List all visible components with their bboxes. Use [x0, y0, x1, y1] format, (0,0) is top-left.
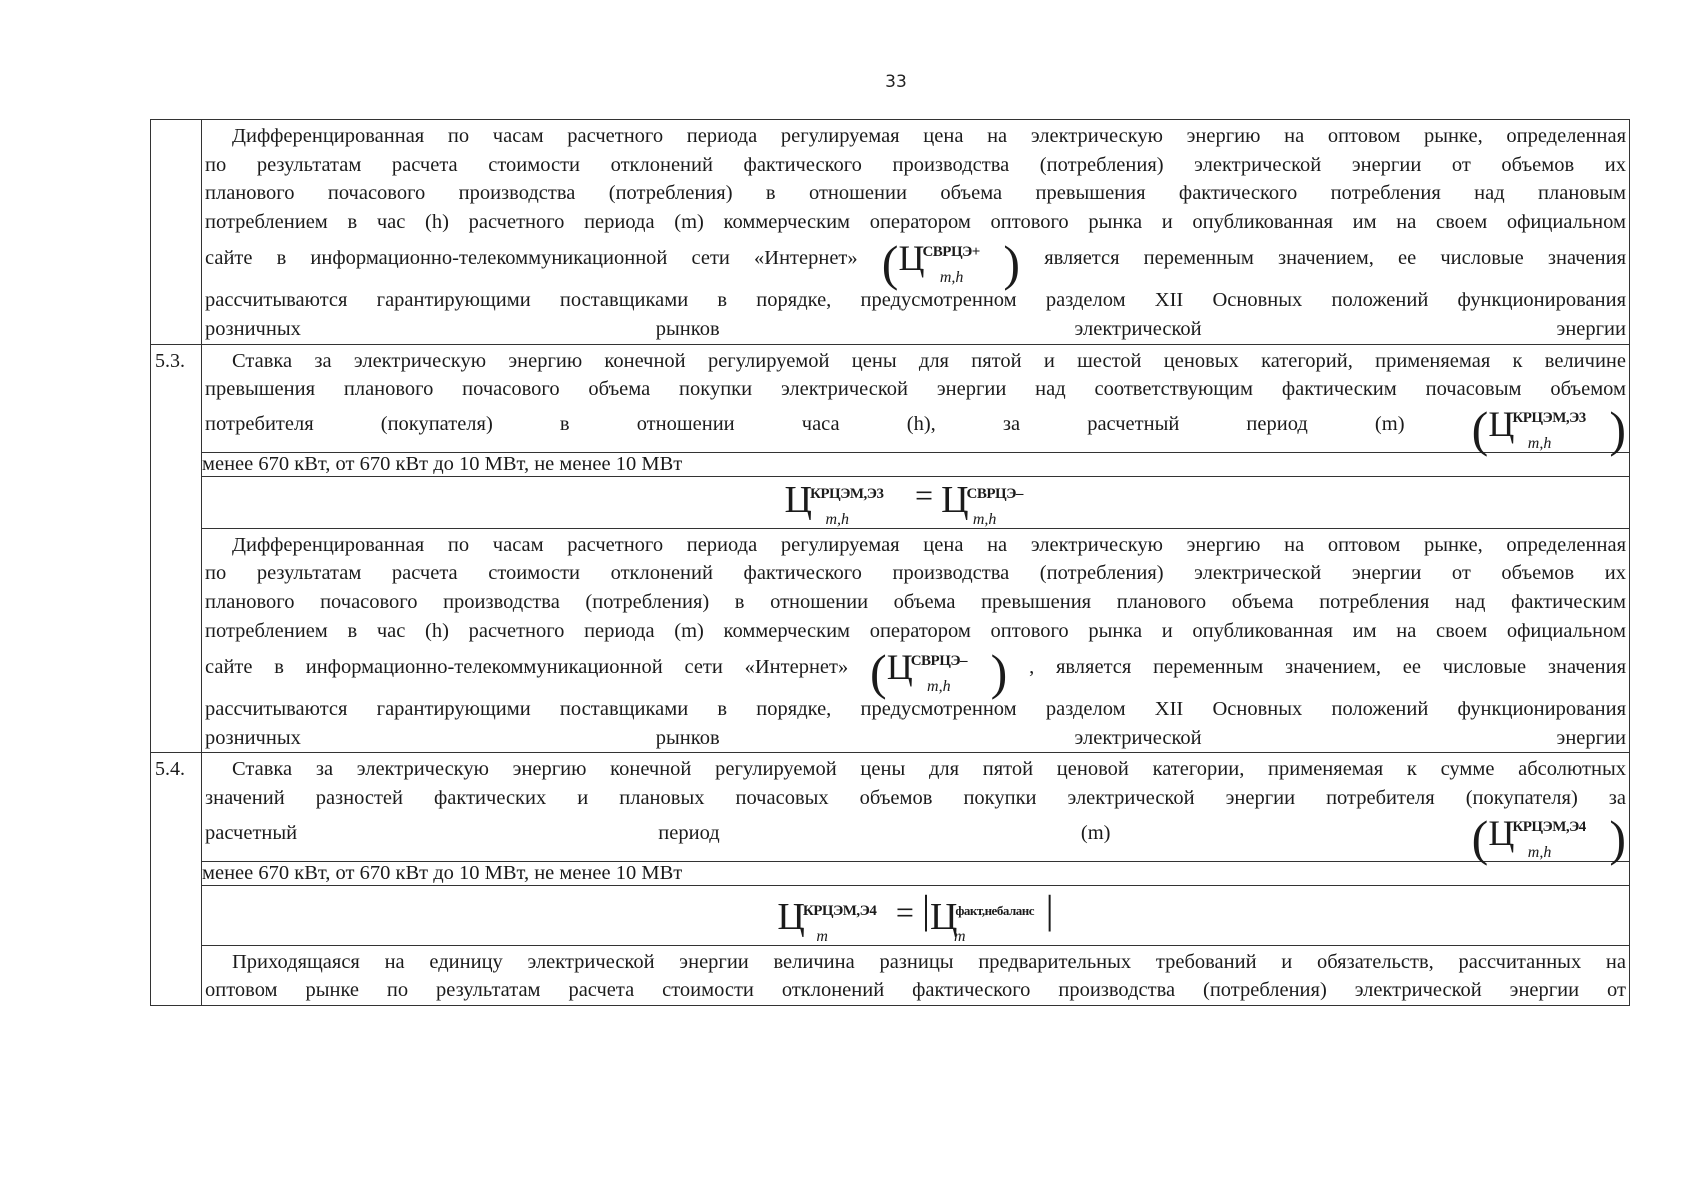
formula-subscript: m,h — [1527, 434, 1552, 452]
description-cell — [202, 945, 1630, 1005]
abs-bar-right: | — [1045, 886, 1054, 932]
equation-left — [777, 897, 887, 945]
text-line: рассчитываются гарантирующими поставщиками в порядке, предусмотренном разделом XII Основных положений функционирования — [205, 698, 1626, 721]
price-symbol: Ц — [1488, 403, 1513, 444]
price-symbol: Ц — [1488, 812, 1513, 853]
equation-cell — [202, 885, 1630, 945]
formula-text-line — [205, 235, 1627, 292]
text-line: Ставка за электрическую энергию конечной регулируемой цены для пятой ценовой категории, применяемая к сумме абсолютных — [232, 758, 1626, 781]
abs-bar-left: | — [921, 886, 930, 932]
text-fragment: потребителя (покупателя) в отношении часа (h), за расчетный период (m) — [205, 412, 1405, 435]
text-line: Дифференцированная по часам расчетного периода регулируемая цена на электрическую энергию на оптовом рынке, определенная — [232, 533, 1626, 556]
row-number-cell — [151, 120, 202, 345]
text-fragment: , является переменным значением, ее числовые значения — [1029, 656, 1627, 679]
price-formula: ($Ц^{СВРЦЭ+}_{m,h}$ ) — [881, 235, 1021, 292]
equation-left — [785, 480, 907, 528]
price-symbol: Ц — [886, 647, 911, 688]
text-line: потреблением в час (h) расчетного периода (m) коммерческим оператором оптового рынка и опубликованная им на своем официальном — [205, 210, 1626, 233]
formula-text-line — [205, 400, 1627, 457]
text-line: планового почасового производства (потребления) в отношении объема превышения планового объема потребления над фактическим — [205, 590, 1626, 613]
formula-subscript: m,h — [825, 510, 850, 528]
equation-cell — [202, 476, 1630, 528]
row-number-cell: 5.3. — [151, 344, 202, 753]
text-line: оптовом рынке по результатам расчета стоимости отклонений фактического производства (потребления) электрической энергии от — [205, 979, 1626, 1002]
page-number: 33 — [885, 72, 907, 92]
row-number-cell: 5.4. — [151, 753, 202, 1005]
text-fragment: расчетный период (m) — [205, 821, 1111, 844]
capacity-cell: менее 670 кВт, от 670 кВт до 10 МВт, не менее 10 МВт — [202, 452, 1630, 476]
table-row — [151, 885, 1630, 945]
table-row — [151, 344, 1630, 452]
price-formula: ($Ц^{СВРЦЭ-}_{m,h}$ ) — [870, 644, 1008, 701]
text-line: рассчитываются гарантирующими поставщиками в порядке, предусмотренном разделом XII Основных положений функционирования — [205, 289, 1626, 312]
formula-superscript: КРЦЭМ,Э4 — [1512, 818, 1586, 835]
formula-superscript: КРЦЭМ,Э3 — [810, 485, 884, 502]
table-row — [151, 476, 1630, 528]
text-line: превышения планового почасового объема покупки электрической энергии над соответствующим фактическим почасовым объемом — [205, 378, 1626, 401]
table-row — [151, 753, 1630, 861]
text-line: планового почасового производства (потребления) в отношении объема превышения фактического потребления над плановым — [205, 182, 1626, 205]
text-line: по результатам расчета стоимости отклонений фактического производства (потребления) электрической энергии от объемов их — [205, 562, 1626, 585]
text-line: розничных рынков электрической энергии — [205, 317, 1626, 340]
price-formula: ($Ц^{КРЦЭМ,Э4}_{m,h}$ ) — [1471, 809, 1626, 866]
price-formula: ($Ц^{КРЦЭМ,Э3}_{m,h}$ ) — [1471, 400, 1627, 457]
equation-right — [930, 897, 1046, 945]
table-row — [151, 528, 1630, 753]
text-line: Приходящаяся на единицу электрической энергии величина разницы предварительных требований и обязательств, рассчитанных на — [232, 950, 1626, 973]
formula-superscript: КРЦЭМ,Э4 — [802, 902, 877, 919]
price-symbol: Ц — [784, 478, 810, 521]
text-line: розничных рынков электрической энергии — [205, 726, 1626, 749]
formula-subscript: m,h — [927, 678, 951, 696]
equals-sign: = — [915, 476, 934, 513]
text-line: Ставка за электрическую энергию конечной регулируемой цены для пятой и шестой ценовых категорий, применяемая к величине — [232, 349, 1626, 372]
formula-superscript: СВРЦЭ+ — [922, 244, 980, 261]
formula-superscript: КРЦЭМ,Э3 — [1512, 409, 1586, 426]
table-row — [151, 452, 1630, 476]
price-symbol: Ц — [941, 478, 967, 521]
text-fragment: сайте в информационно-телекоммуникационной сети «Интернет» — [205, 656, 849, 679]
table-row — [151, 945, 1630, 1005]
formula-superscript: СВРЦЭ– — [910, 653, 968, 670]
capacity-cell: менее 670 кВт, от 670 кВт до 10 МВт, не менее 10 МВт — [202, 861, 1630, 885]
rate-title-cell — [202, 344, 1630, 457]
price-symbol: Ц — [777, 895, 803, 938]
equals-sign: = — [895, 893, 914, 930]
formula-text-line — [205, 809, 1626, 866]
price-symbol: Ц — [929, 895, 956, 938]
description-cell — [202, 120, 1630, 345]
table-row — [151, 861, 1630, 885]
text-line: значений разностей фактических и плановых почасовых объемов покупки электрической энергии потребителя (покупателя) за — [205, 786, 1626, 809]
formula-superscript: факт,небаланс — [955, 902, 1034, 918]
rate-title-cell — [202, 753, 1630, 866]
formula-subscript: m,h — [972, 510, 997, 528]
text-fragment: сайте в информационно-телекоммуникационной сети «Интернет» — [205, 247, 858, 270]
tariff-table — [150, 119, 1630, 1006]
text-line: Дифференцированная по часам расчетного периода регулируемая цена на электрическую энергию на оптовом рынке, определенная — [232, 125, 1626, 147]
formula-subscript: m — [954, 927, 966, 945]
description-cell — [202, 528, 1630, 753]
text-line: потреблением в час (h) расчетного периода (m) коммерческим оператором оптового рынка и опубликованная им на своем официальном — [205, 619, 1626, 642]
formula-superscript: СВРЦЭ– — [966, 485, 1023, 502]
formula-subscript: m,h — [939, 269, 964, 287]
formula-subscript: m,h — [1527, 843, 1552, 861]
formula-text-line — [205, 644, 1627, 701]
text-line: по результатам расчета стоимости отклонений фактического производства (потребления) электрической энергии от объемов их — [205, 153, 1626, 176]
price-symbol: Ц — [898, 238, 923, 279]
table-row — [151, 120, 1630, 345]
formula-subscript: m — [816, 927, 828, 945]
equation-right — [941, 480, 1046, 528]
text-fragment: является переменным значением, ее числовые значения — [1044, 247, 1627, 270]
